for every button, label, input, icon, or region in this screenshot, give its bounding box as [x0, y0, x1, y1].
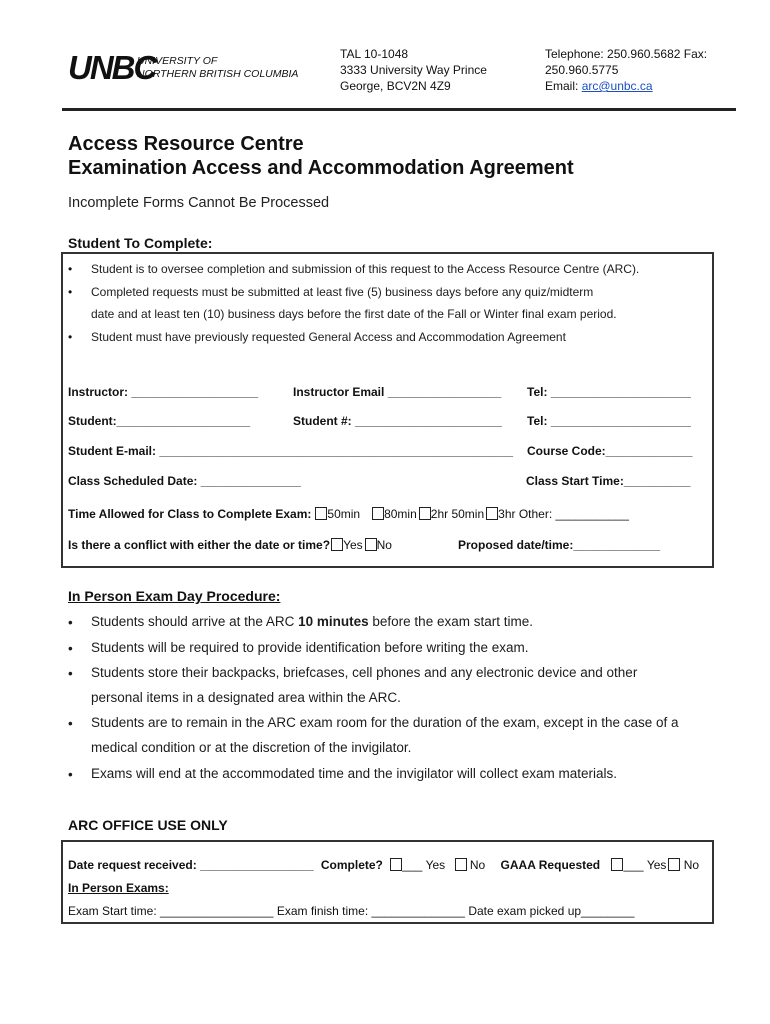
exam-finish-field[interactable]: Exam finish time: ______________ — [276, 904, 465, 918]
bullet: • — [68, 716, 73, 731]
student-bullet-2-cont: date and at least ten (10) business days before the first date of the Fall or Winter final exam period. — [91, 307, 617, 321]
student-tel-field[interactable]: Tel: _____________________ — [527, 414, 691, 428]
procedure-bullet-4-cont: medical condition or at the discretion of the invigilator. — [91, 740, 412, 755]
procedure-bullet-3-cont: personal items in a designated area within the ARC. — [91, 690, 401, 705]
office-use-heading: ARC OFFICE USE ONLY — [68, 817, 228, 833]
university-name — [137, 55, 298, 81]
phone-line-1: Telephone: 250.960.5682 Fax: — [545, 47, 708, 61]
address-line-2: 3333 University Way Prince — [340, 63, 487, 77]
header-divider — [62, 108, 736, 111]
bullet: • — [68, 330, 73, 344]
bullet: • — [68, 262, 73, 276]
date-picked-up-field[interactable]: Date exam picked up________ — [468, 904, 635, 918]
option-3hr-label: 3hr Other: ___________ — [498, 507, 629, 521]
complete-no-label: No — [469, 858, 486, 872]
university-line-1: UNIVERSITY OF — [137, 55, 218, 67]
procedure-bullet-5: Exams will end at the accommodated time and the invigilator will collect exam materials. — [91, 766, 617, 781]
procedure-b1-bold: 10 minutes — [298, 614, 369, 629]
checkbox-2hr50[interactable] — [419, 507, 431, 520]
title-line-1: Access Resource Centre — [68, 133, 304, 155]
page-title — [68, 132, 574, 180]
student-name-field[interactable]: Student:____________________ — [68, 414, 251, 428]
unbc-logo: UNBC — [68, 49, 156, 86]
time-allowed-label: Time Allowed for Class to Complete Exam: — [68, 507, 312, 521]
checkbox-gaaa-yes[interactable] — [611, 858, 623, 871]
checkbox-80min[interactable] — [372, 507, 384, 520]
checkbox-gaaa-no[interactable] — [668, 858, 680, 871]
exam-start-field[interactable]: Exam Start time: _________________ — [68, 904, 274, 918]
bullet: • — [68, 666, 73, 681]
bullet: • — [68, 615, 73, 630]
phone-line-2: 250.960.5775 — [545, 63, 619, 77]
email-link[interactable]: arc@unbc.ca — [581, 79, 653, 93]
address-line-3: George, BCV2N 4Z9 — [340, 79, 451, 93]
contact-block — [545, 46, 707, 94]
checkbox-complete-yes[interactable] — [390, 858, 402, 871]
bullet: • — [68, 285, 73, 299]
instructor-email-field[interactable]: Instructor Email _________________ — [293, 385, 502, 399]
student-bullet-3: Student must have previously requested General Access and Accommodation Agreement — [91, 330, 566, 344]
student-bullet-2: Completed requests must be submitted at least five (5) business days before any quiz/midterm — [91, 285, 594, 299]
student-number-field[interactable]: Student #: ______________________ — [293, 414, 502, 428]
time-allowed-row — [68, 507, 629, 521]
student-section-heading: Student To Complete: — [68, 235, 213, 251]
procedure-bullet-4: Students are to remain in the ARC exam room for the duration of the exam, except in the case of a — [91, 715, 679, 730]
instructor-field[interactable]: Instructor: ___________________ — [68, 385, 259, 399]
class-date-field[interactable]: Class Scheduled Date: _______________ — [68, 474, 301, 488]
in-person-exams-label: In Person Exams: — [68, 881, 169, 895]
proposed-date-field[interactable]: Proposed date/time:_____________ — [458, 538, 661, 552]
office-row-1 — [68, 858, 699, 872]
procedure-bullet-3: Students store their backpacks, briefcases, cell phones and any electronic device and other — [91, 665, 638, 680]
instructor-tel-field[interactable]: Tel: _____________________ — [527, 385, 691, 399]
checkbox-complete-no[interactable] — [455, 858, 467, 871]
option-80min-label: 80min — [384, 507, 417, 521]
checkbox-3hr[interactable] — [486, 507, 498, 520]
procedure-heading: In Person Exam Day Procedure: — [68, 588, 281, 604]
procedure-bullet-2: Students will be required to provide identification before writing the exam. — [91, 640, 529, 655]
complete-label: Complete? — [320, 858, 383, 872]
procedure-b1-pre: Students should arrive at the ARC — [91, 614, 299, 629]
gaaa-label: GAAA Requested — [500, 858, 601, 872]
checkbox-conflict-no[interactable] — [365, 538, 377, 551]
title-line-2: Examination Access and Accommodation Agreement — [68, 157, 574, 179]
complete-yes-label: Yes — [425, 858, 446, 872]
conflict-row — [68, 538, 392, 552]
conflict-label: Is there a conflict with either the date or time? — [68, 538, 331, 552]
bullet: • — [68, 641, 73, 656]
gaaa-yes-label: Yes — [646, 858, 667, 872]
address-line-1: TAL 10-1048 — [340, 47, 409, 61]
checkbox-conflict-yes[interactable] — [331, 538, 343, 551]
conflict-no-label: No — [376, 538, 392, 552]
date-received-field[interactable]: Date request received: _________________ — [68, 858, 314, 872]
procedure-b1-post: before the exam start time. — [368, 614, 533, 629]
address-block — [340, 46, 487, 94]
email-line — [545, 78, 707, 94]
complete-yes-blank: ___ — [402, 858, 423, 872]
form-subtitle: Incomplete Forms Cannot Be Processed — [68, 195, 330, 211]
class-start-field[interactable]: Class Start Time:__________ — [526, 474, 691, 488]
gaaa-blank: ___ — [623, 858, 644, 872]
procedure-bullet-1 — [91, 613, 533, 631]
option-50min-label: 50min — [327, 507, 361, 521]
student-email-field[interactable]: Student E-mail: _____________________________________________________ — [68, 444, 514, 458]
conflict-yes-label: Yes — [343, 538, 363, 552]
option-2hr50-label: 2hr 50min — [430, 507, 485, 521]
university-line-2: NORTHERN BRITISH COLUMBIA — [137, 68, 299, 80]
checkbox-50min[interactable] — [315, 507, 327, 520]
gaaa-no-label: No — [683, 858, 700, 872]
office-row-3 — [68, 904, 634, 918]
course-code-field[interactable]: Course Code:_____________ — [527, 444, 693, 458]
bullet: • — [68, 767, 73, 782]
student-bullet-1: Student is to oversee completion and submission of this request to the Access Resource Centre (ARC). — [91, 262, 640, 276]
email-label: Email: — [545, 79, 582, 93]
